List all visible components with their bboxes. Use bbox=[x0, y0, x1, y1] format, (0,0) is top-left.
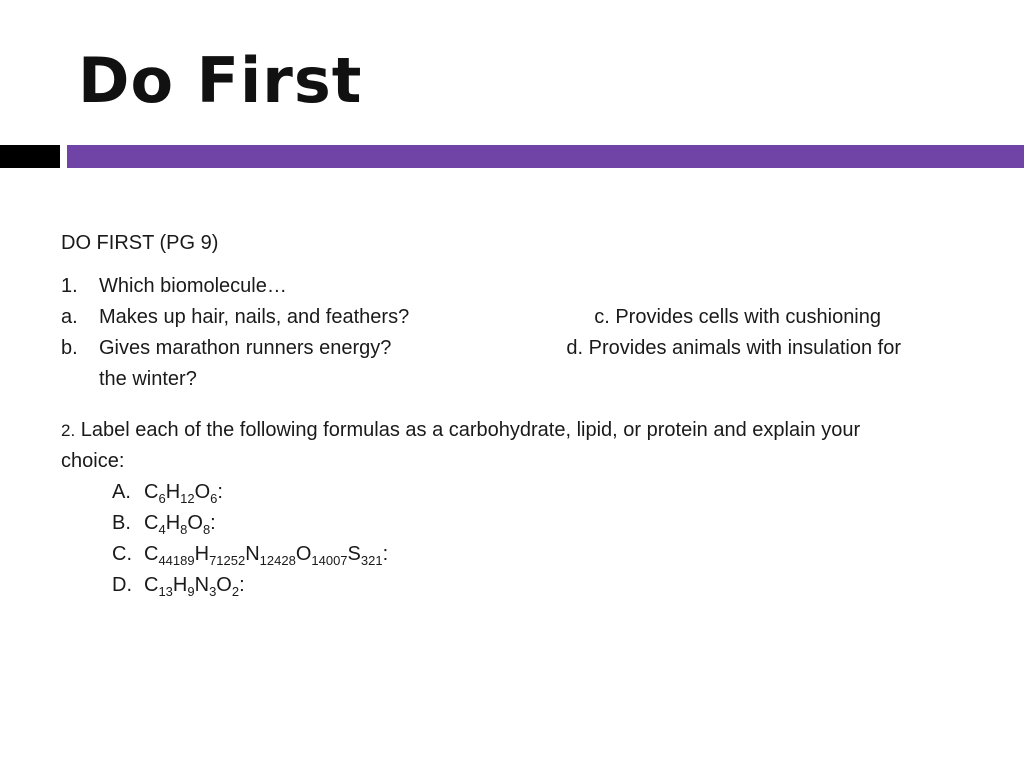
chemical-formula: $C_{44189}H_{71252}N_{12428}O_{14007}S_{321}$: bbox=[144, 543, 389, 568]
chemical-formula: $C_4H_8O_8$: bbox=[144, 512, 216, 537]
option-a-text: Makes up hair, nails, and feathers? bbox=[99, 306, 410, 328]
formula-item bbox=[112, 477, 901, 508]
formula-marker: D. bbox=[112, 574, 132, 596]
question-2-text: Label each of the following formulas as a carbohydrate, lipid, or protein and explain your choice: bbox=[61, 419, 861, 472]
header-bar-left bbox=[0, 145, 60, 168]
option-b-marker: b. bbox=[61, 337, 78, 359]
option-b-text: Gives marathon runners energy? bbox=[99, 337, 392, 359]
option-d-text: d. Provides animals with insulation for bbox=[566, 337, 901, 359]
slide-title: Do First bbox=[78, 44, 363, 117]
formula-item bbox=[112, 570, 901, 601]
formula-marker: C. bbox=[112, 543, 132, 565]
question-1-marker: 1. bbox=[61, 275, 78, 297]
formula-item bbox=[112, 508, 901, 539]
section-heading: DO FIRST (PG 9) bbox=[61, 232, 219, 254]
question-1 bbox=[61, 271, 901, 302]
chemical-formula: $C_{13}H_9N_3O_2$: bbox=[144, 574, 245, 599]
chemical-formula: $C_6H_{12}O_6$: bbox=[144, 481, 223, 506]
header-bar-accent bbox=[67, 145, 1024, 168]
formula-list bbox=[61, 477, 901, 601]
formula-item bbox=[112, 539, 901, 570]
question-1-text: Which biomolecule… bbox=[99, 275, 287, 297]
option-a-marker: a. bbox=[61, 306, 78, 328]
formula-marker: A. bbox=[112, 481, 131, 503]
question-2-marker: 2. bbox=[61, 421, 76, 440]
option-a-row bbox=[61, 302, 901, 333]
option-c-text: c. Provides cells with cushioning bbox=[594, 306, 881, 328]
option-b-row bbox=[61, 333, 901, 364]
slide-body bbox=[61, 228, 901, 601]
question-2 bbox=[61, 415, 901, 477]
formula-marker: B. bbox=[112, 512, 131, 534]
option-d-continuation: the winter? bbox=[99, 368, 197, 390]
